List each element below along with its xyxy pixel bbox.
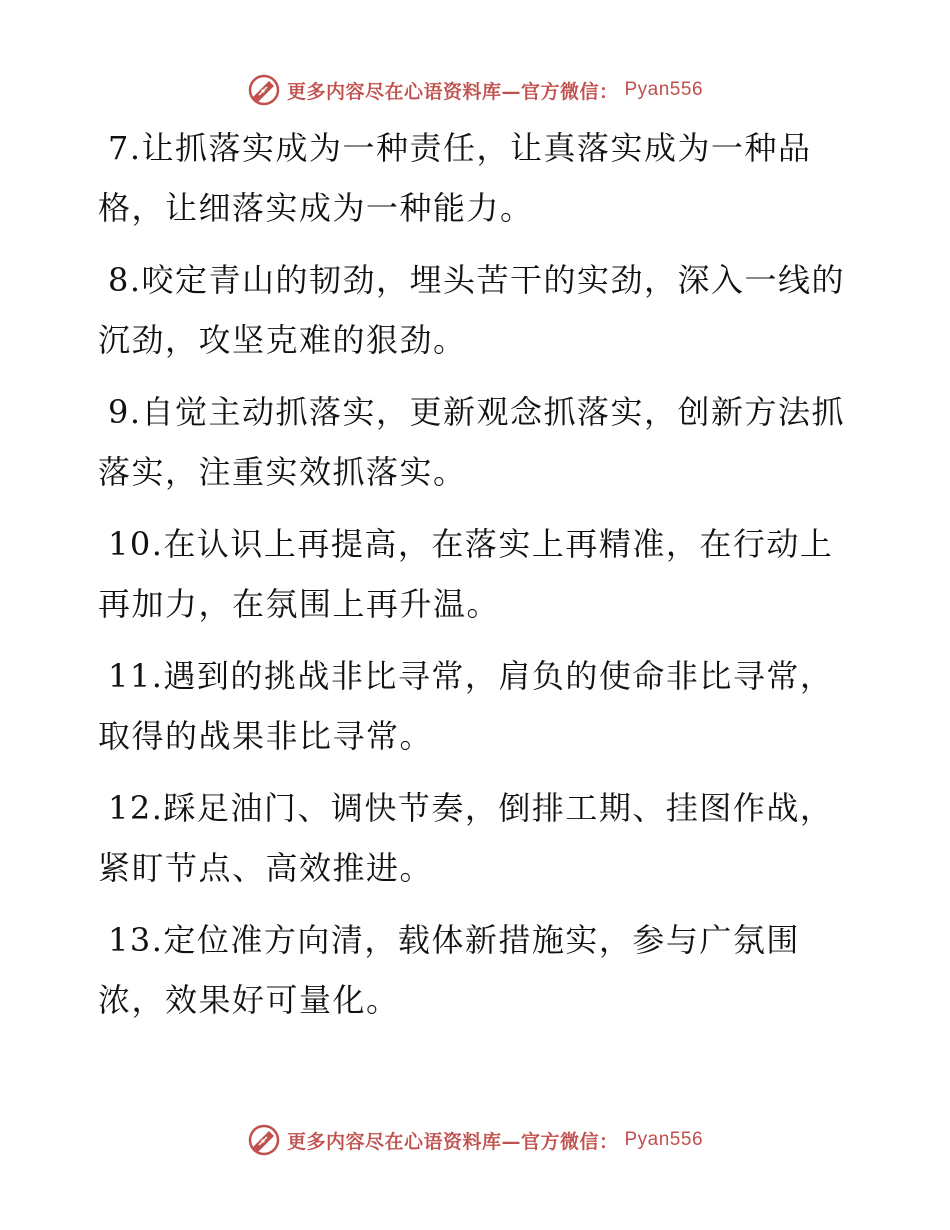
pen-nib-circle-icon [247,1123,281,1157]
document-body [98,118,850,1042]
list-item: 7.让抓落实成为一种责任，让真落实成为一种品格，让细落实成为一种能力。 [98,129,812,227]
footer-banner [0,1120,950,1160]
header-banner-text: 更多内容尽在心语资料库—官方微信： [286,80,619,103]
list-item: 10.在认识上再提高，在落实上再精准，在行动上再加力，在氛围上再升温。 [98,525,834,623]
list-item: 8.咬定青山的韧劲，埋头苦干的实劲，深入一线的沉劲，攻坚克难的狠劲。 [98,261,846,359]
header-banner [0,70,950,110]
footer-banner-handle: Pyan556 [624,1129,704,1150]
list-item: 13.定位准方向清，载体新措施实，参与广氛围浓，效果好可量化。 [98,921,800,1019]
footer-banner-text: 更多内容尽在心语资料库—官方微信： [286,1130,619,1153]
list-item: 9.自觉主动抓落实，更新观念抓落实，创新方法抓落实，注重实效抓落实。 [98,393,846,491]
list-item: 11.遇到的挑战非比寻常，肩负的使命非比寻常，取得的战果非比寻常。 [98,657,834,755]
header-banner-handle: Pyan556 [624,79,704,100]
list-item: 12.踩足油门、调快节奏，倒排工期、挂图作战，紧盯节点、高效推进。 [98,789,834,887]
pen-nib-circle-icon [247,73,281,107]
